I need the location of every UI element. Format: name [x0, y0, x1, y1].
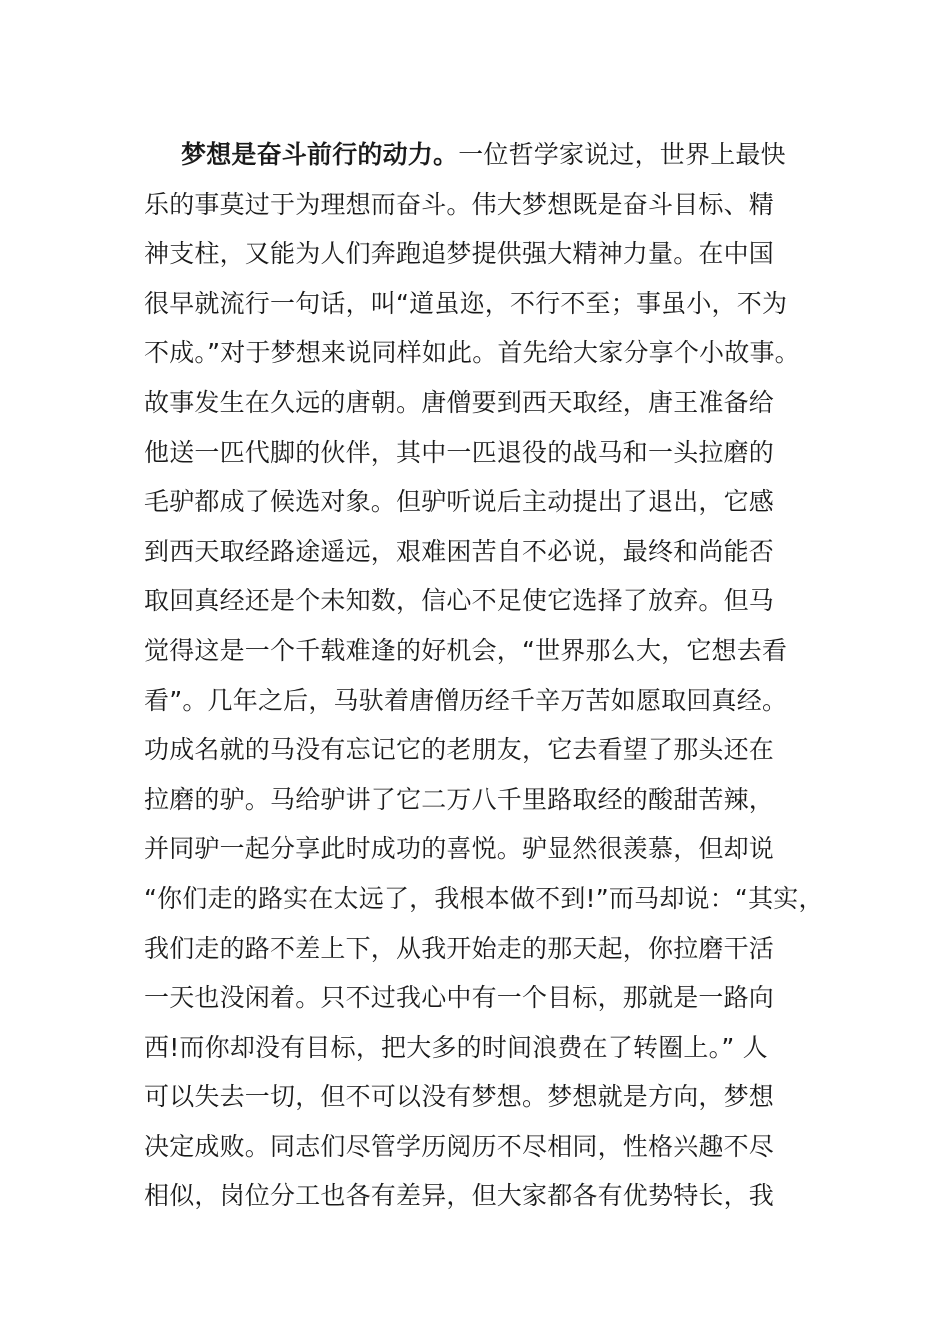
paragraph-line: 我们走的路不差上下，从我开始走的那天起，你拉磨干活	[144, 933, 775, 963]
paragraph-line: 取回真经还是个未知数，信心不足使它选择了放弃。但马	[144, 586, 775, 616]
paragraph-line: 到西天取经路途遥远，艰难困苦自不必说，最终和尚能否	[144, 536, 775, 566]
paragraph-line: 决定成败。同志们尽管学历阅历不尽相同，性格兴趣不尽	[144, 1131, 775, 1161]
paragraph-line: 毛驴都成了候选对象。但驴听说后主动提出了退出，它感	[144, 487, 775, 517]
paragraph-line: 很早就流行一句话，叫“道虽迩，不行不至；事虽小，不为	[144, 288, 788, 318]
paragraph-line: 一天也没闲着。只不过我心中有一个目标，那就是一路向	[144, 983, 775, 1013]
paragraph-lead-sentence: 梦想是奋斗前行的动力。	[181, 140, 459, 169]
paragraph-line: 故事发生在久远的唐朝。唐僧要到西天取经，唐王准备给	[144, 387, 775, 417]
paragraph-line: 神支柱，又能为人们奔跑追梦提供强大精神力量。在中国	[144, 239, 775, 269]
paragraph-line: 西!而你却没有目标，把大多的时间浪费在了转圈上。” 人	[144, 1032, 768, 1062]
paragraph-line-1-text: 一位哲学家说过，世界上最快	[458, 140, 786, 169]
paragraph-line: 拉磨的驴。马给驴讲了它二万八千里路取经的酸甜苦辣，	[144, 784, 775, 814]
paragraph-line: 他送一匹代脚的伙伴，其中一匹退役的战马和一头拉磨的	[144, 437, 775, 467]
paragraph-line: 看”。几年之后，马驮着唐僧历经千辛万苦如愿取回真经。	[144, 685, 788, 715]
paragraph-line: 不成。”对于梦想来说同样如此。首先给大家分享个小故事。	[144, 338, 800, 368]
paragraph-line: 觉得这是一个千载难逢的好机会，“世界那么大，它想去看	[144, 635, 788, 665]
paragraph-line: 功成名就的马没有忘记它的老朋友，它去看望了那头还在	[144, 735, 775, 765]
paragraph-line: 可以失去一切，但不可以没有梦想。梦想就是方向，梦想	[144, 1082, 775, 1112]
paragraph-line-1	[144, 130, 844, 180]
paragraph-line: “你们走的路实在太远了，我根本做不到!”而马却说：“其实，	[144, 883, 824, 913]
paragraph-line: 相似，岗位分工也各有差异，但大家都各有优势特长，我	[144, 1181, 775, 1211]
paragraph-line: 乐的事莫过于为理想而奋斗。伟大梦想既是奋斗目标、精	[144, 189, 775, 219]
paragraph-line: 并同驴一起分享此时成功的喜悦。驴显然很羡慕，但却说	[144, 834, 775, 864]
body-paragraph	[144, 130, 844, 1221]
